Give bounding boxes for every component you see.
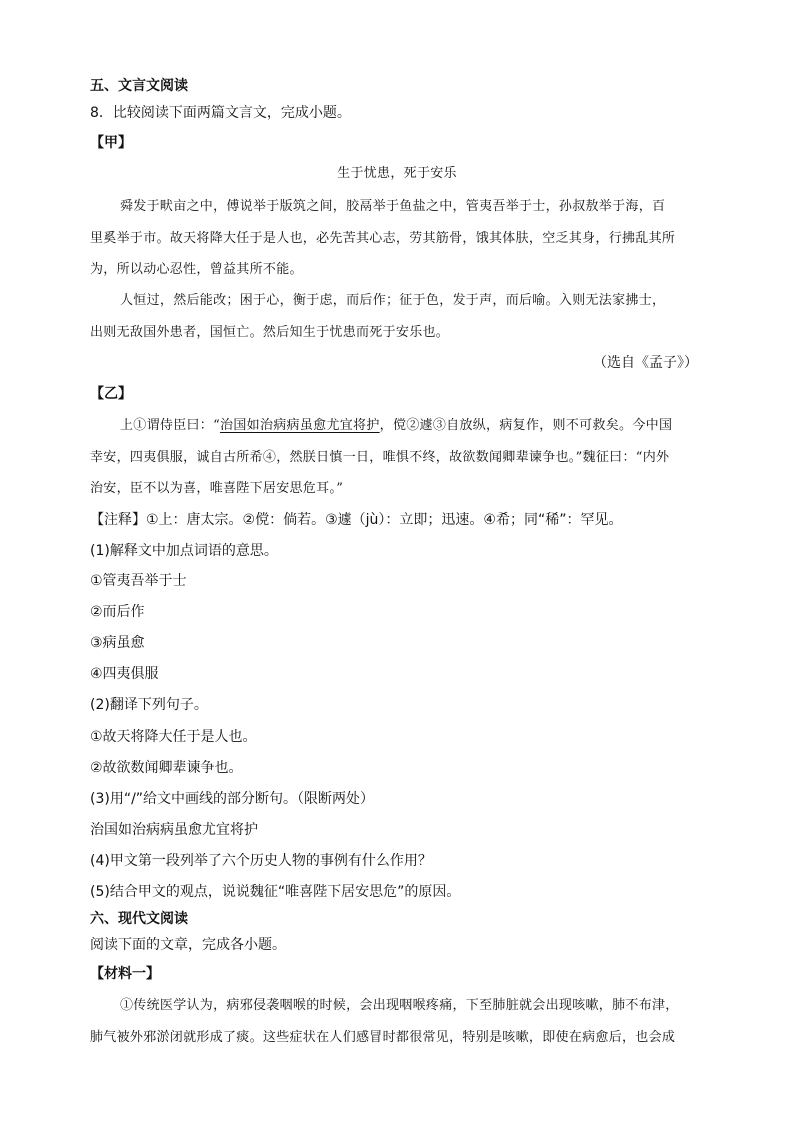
yi-line3: 治安，臣不以为喜，唯喜陛下居安思危耳。” (90, 481, 344, 496)
question-1d: ④四夷俱服 (90, 666, 159, 682)
question-1b: ②而后作 (90, 604, 145, 620)
question-2a: ①故天将降大任于是人也。 (90, 729, 257, 745)
jia-para1-line3: 为，所以动心忍性，曾益其所不能。 (90, 262, 303, 277)
question-1: (1)解释文中加点词语的意思。 (90, 543, 278, 559)
jia-para2-line2: 出则无敌国外患者，国恒亡。然后知生于忧患而死于安乐也。 (90, 325, 450, 340)
jia-para1-line2: 里奚举于市。故天将降大任于是人也，必先苦其心志，劳其筋骨，饿其体肤，空乏其身，行拂乱其所 (90, 231, 676, 246)
question-1a: ①管夷吾举于士 (90, 573, 187, 589)
section6-heading: 六、现代文阅读 (90, 911, 188, 927)
yi-line1 (120, 416, 672, 436)
material1-line2: 肺气被外邪淤闭就形成了痰。这些症状在人们感冒时都很常见，特别是咳嗽，即使在病愈后，也会成 (90, 1030, 676, 1045)
jia-title: 生于忧患，死于安乐 (337, 166, 457, 181)
jia-label: 【甲】 (90, 135, 132, 151)
question-2: (2)翻译下列句子。 (90, 697, 208, 713)
material1-line1: ①传统医学认为，病邪侵袭咽喉的时候，会出现咽喉疼痛，下至肺脏就会出现咳嗽，肺不布津， (120, 998, 679, 1013)
material1-label: 【材料一】 (90, 966, 160, 982)
annotations: 【注释】①上：唐太宗。②傥：倘若。③遽（jù）：立即；迅速。④希；同“稀”：罕见。 (90, 512, 623, 528)
jia-para1-line1: 舜发于畎亩之中，傅说举于版筑之间，胶鬲举于鱼盐之中，管夷吾举于士，孙叔敖举于海，百 (120, 199, 666, 214)
question-4: (4)甲文第一段列举了六个历史人物的事例有什么作用？ (90, 853, 432, 869)
section5-heading: 五、文言文阅读 (90, 78, 188, 94)
question-5: (5)结合甲文的观点，说说魏征“唯喜陛下居安思危”的原因。 (90, 884, 461, 900)
question-3a: 治国如治病病虽愈尤宜将护 (90, 822, 258, 838)
question-3: (3)用“/”给文中画线的部分断句。（限断两处） (90, 791, 375, 807)
yi-label: 【乙】 (90, 386, 132, 402)
question8-intro: 8．比较阅读下面两篇文言文，完成小题。 (90, 105, 351, 121)
underlined-passage: 治国如治病病虽愈尤宜将护 (220, 418, 380, 433)
question-1c: ③病虽愈 (90, 635, 145, 651)
section6-intro: 阅读下面的文章，完成各小题。 (90, 937, 286, 953)
yi-line1-start: 上①谓侍臣曰：“ (120, 418, 221, 433)
source-citation: （选自《孟子》） (593, 355, 698, 371)
question-2b: ②故欲数闻卿辈谏争也。 (90, 760, 243, 776)
yi-line2: 幸安，四夷俱服，诚自古所希④，然朕日慎一日，唯惧不终，故欲数闻卿辈谏争也。”魏征曰：“内外 (90, 450, 670, 465)
yi-line1-end: ，傥②遽③自放纵，病复作，则不可救矣。今中国 (379, 418, 673, 433)
jia-para2-line1: 人恒过，然后能改；困于心，衡于虑，而后作；征于色，发于声，而后喻。入则无法家拂士， (120, 293, 666, 308)
